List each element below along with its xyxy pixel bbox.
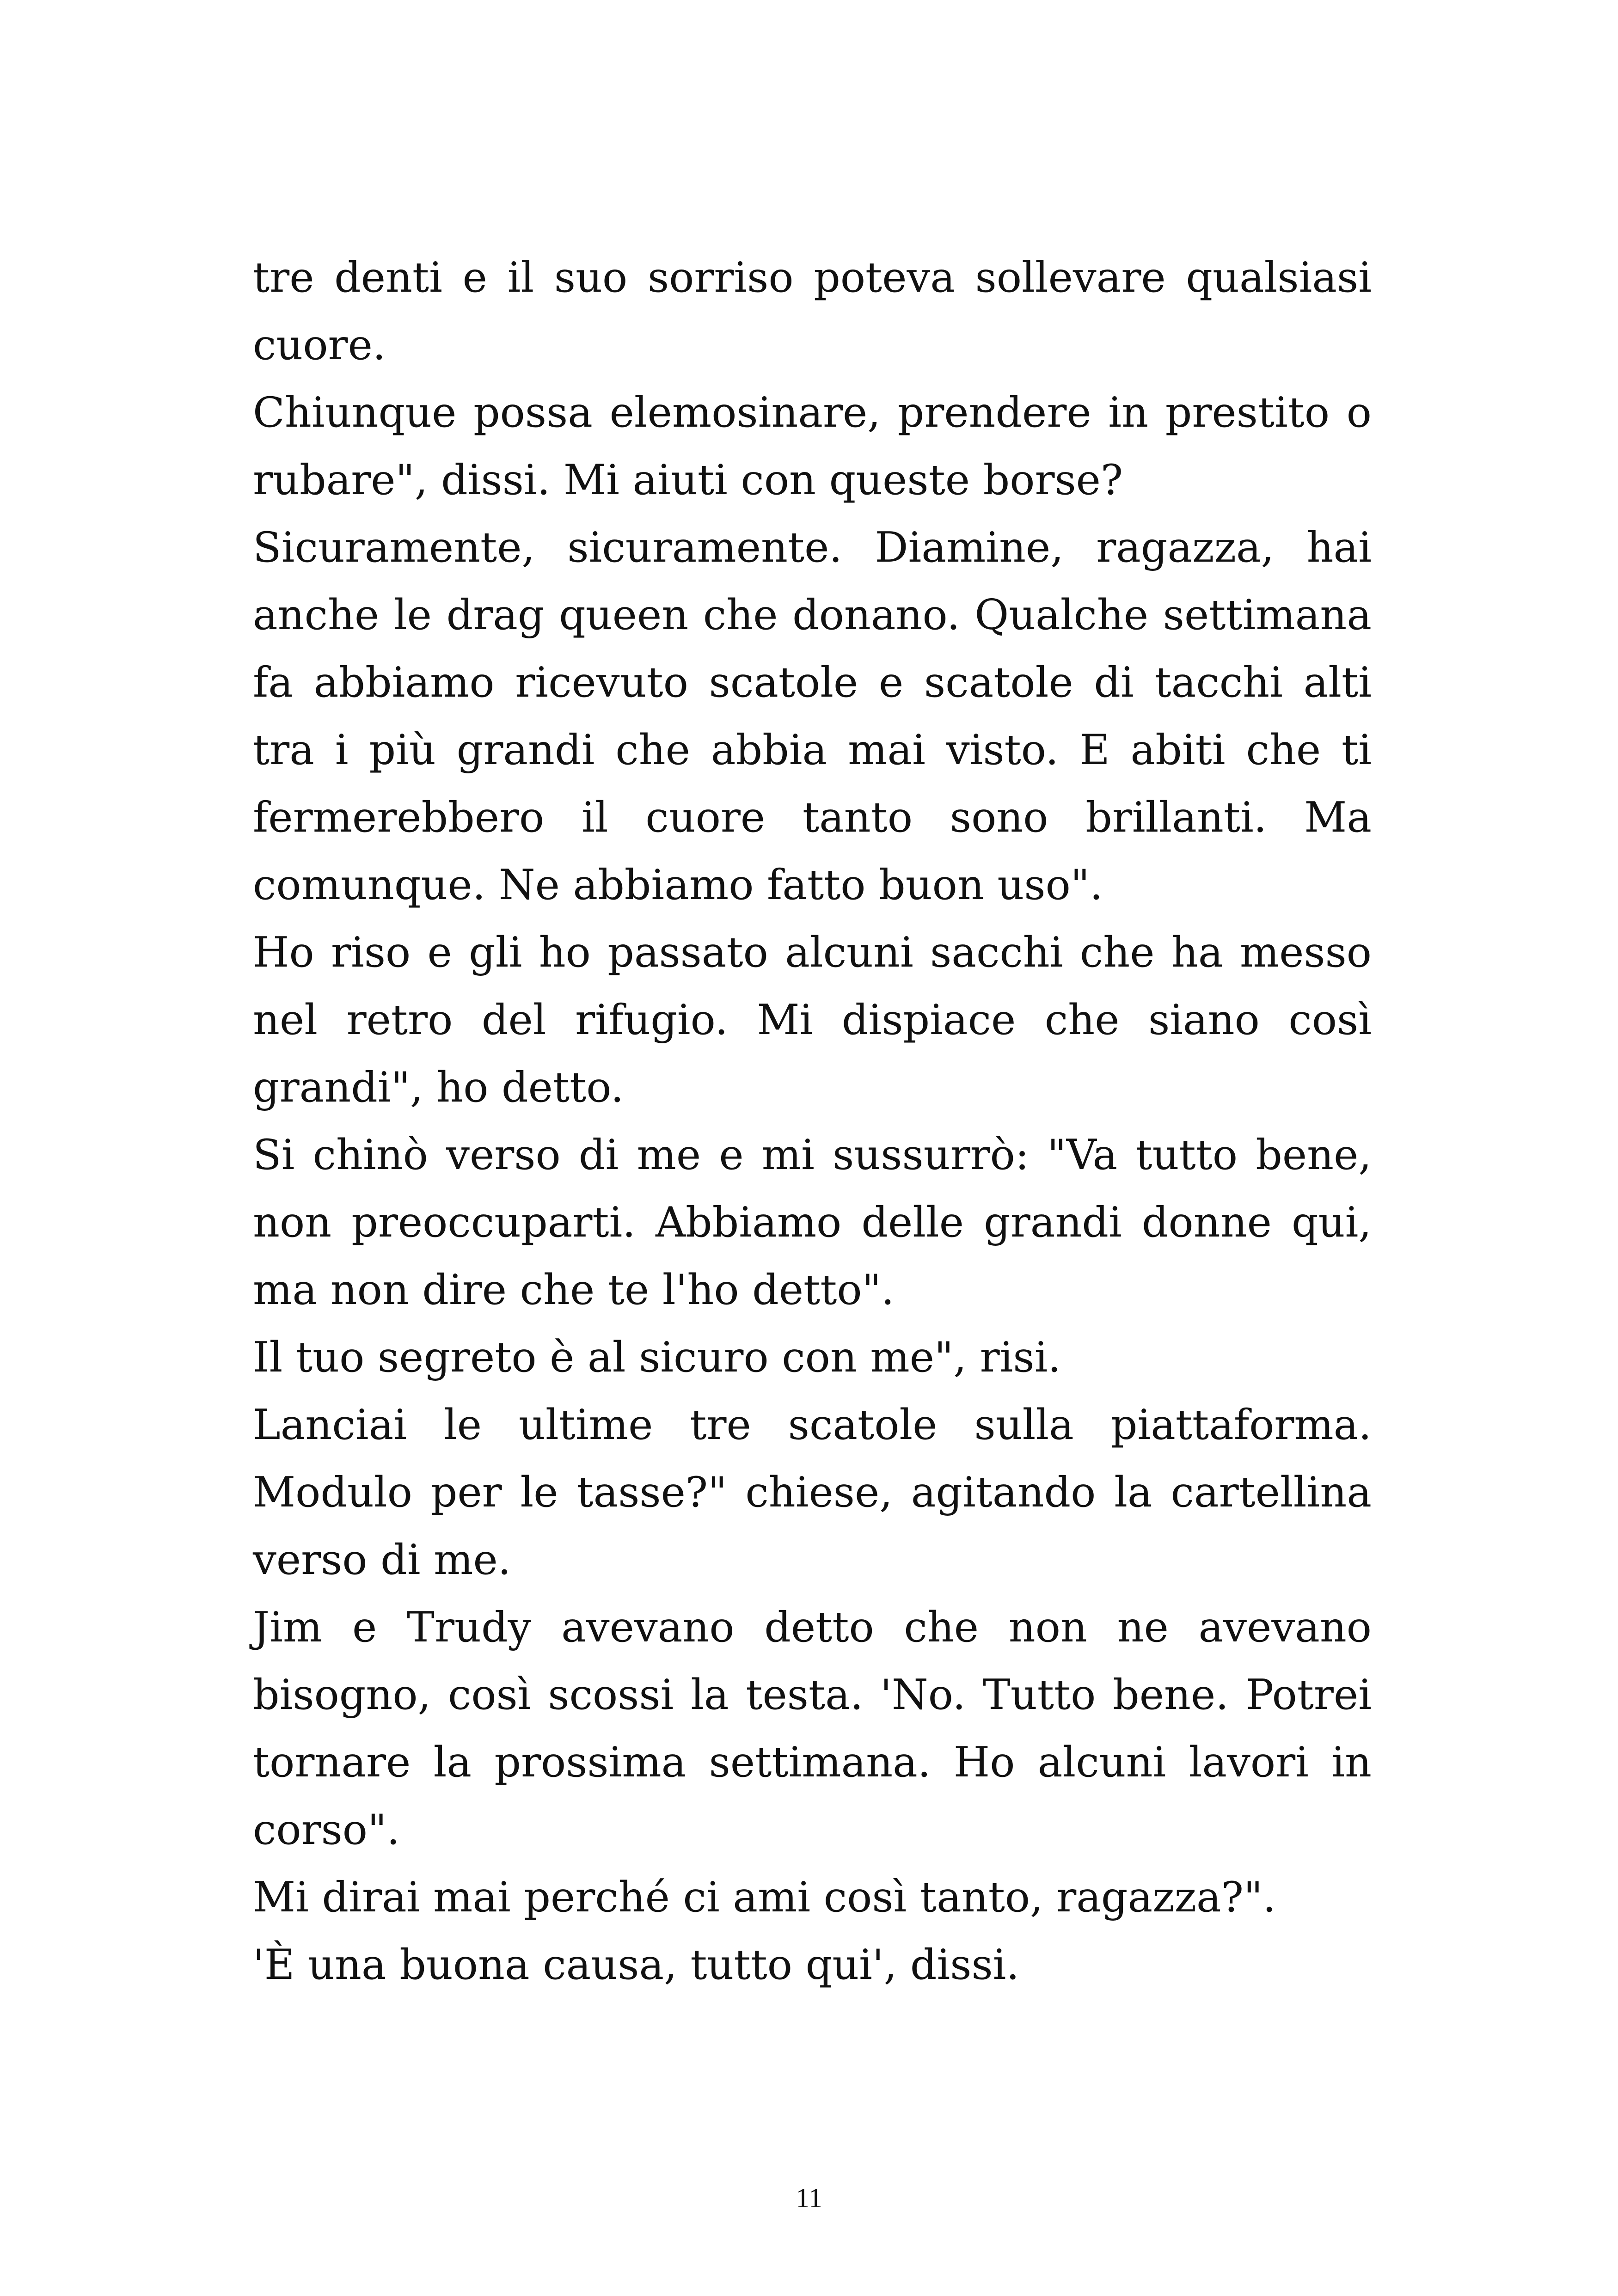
paragraph-8: Jim e Trudy avevano detto che non ne avevano bisogno, così scossi la testa. 'No. Tutto bene. Potrei tornare la prossima settimana. Ho alcuni lavori in corso". (253, 1603, 1372, 1854)
body-text (253, 244, 1372, 1999)
paragraph-10: 'È una buona causa, tutto qui', dissi. (253, 1941, 1020, 1989)
paragraph-4: Ho riso e gli ho passato alcuni sacchi che ha messo nel retro del rifugio. Mi dispiace che siano così grandi", ho detto. (253, 928, 1372, 1112)
paragraph-3: Sicuramente, sicuramente. Diamine, ragazza, hai anche le drag queen che donano. Qualche settimana fa abbiamo ricevuto scatole e scatole di tacchi alti tra i più grandi che abbia mai visto. E abiti che ti fermerebbero il cuore tanto sono brillanti. Ma comunque. Ne abbiamo fatto buon uso". (253, 523, 1372, 909)
paragraph-9: Mi dirai mai perché ci ami così tanto, ragazza?". (253, 1873, 1276, 1922)
page-number: 11 (796, 2183, 822, 2213)
paragraph-6: Il tuo segreto è al sicuro con me", risi. (253, 1333, 1061, 1382)
paragraph-5: Si chinò verso di me e mi sussurrò: "Va tutto bene, non preoccuparti. Abbiamo delle grandi donne qui, ma non dire che te l'ho detto". (253, 1131, 1372, 1314)
paragraph-7: Lanciai le ultime tre scatole sulla piattaforma. Modulo per le tasse?" chiese, agitando la cartellina verso di me. (253, 1401, 1372, 1584)
paragraph-2: Chiunque possa elemosinare, prendere in prestito o rubare", dissi. Mi aiuti con queste borse? (253, 388, 1372, 504)
paragraph-1: tre denti e il suo sorriso poteva sollevare qualsiasi cuore. (253, 253, 1372, 369)
